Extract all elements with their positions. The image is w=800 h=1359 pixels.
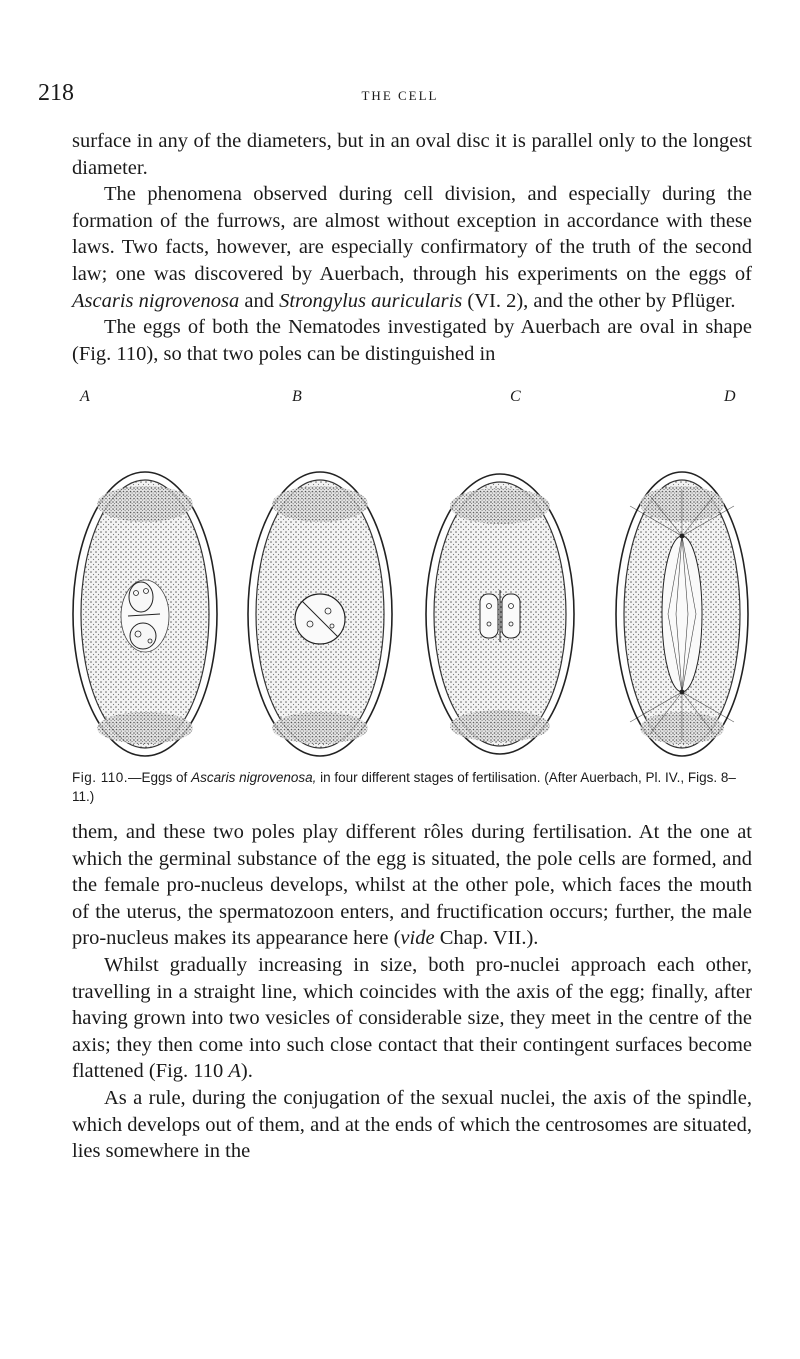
panel-label-d: D xyxy=(724,388,736,405)
figure-caption xyxy=(72,768,752,806)
egg-a xyxy=(73,472,217,756)
text-run: The phenomena observed during cell division, and especially during the formation of the furrows, are almost without exception in accordance with these laws. Two facts, however, are especially confirmatory of the truth of the second law; one was discovered by Auerbach, through his experiments on the eggs of xyxy=(72,183,752,285)
panel-label-b: B xyxy=(292,388,302,405)
figure-110-illustration xyxy=(70,466,750,762)
paragraph xyxy=(72,1085,752,1165)
caption-text: —Eggs of xyxy=(128,770,192,785)
italic-term: vide xyxy=(400,927,435,950)
italic-term: A xyxy=(228,1060,241,1083)
text-run: Whilst gradually increasing in size, both pro-nuclei approach each other, travelling in a straight line, which coincides with the axis of the egg; finally, after having grown into two vesicles of considerable size, they meet in the centre of the axis; they then come into such close contact that their contingent surfaces become flattened (Fig. 110 xyxy=(72,953,752,1083)
figure-number: Fig. 110. xyxy=(72,770,129,785)
text-run: surface in any of the diameters, but in an oval disc it is parallel only to the longest diameter. xyxy=(72,130,752,179)
paragraph xyxy=(72,181,752,314)
figure-panel-labels xyxy=(72,388,752,408)
text-run: and xyxy=(239,289,280,312)
egg-b xyxy=(248,472,392,756)
text-run: (VI. 2), and the other by Pflüger. xyxy=(462,289,736,312)
page-number: 218 xyxy=(38,80,74,106)
text-run: Chap. VII.). xyxy=(434,927,539,950)
body-text-bottom xyxy=(72,819,752,1165)
species-name: Strongylus auricularis xyxy=(279,289,463,312)
text-run: As a rule, during the conjugation of the sexual nuclei, the axis of the spindle, which develops out of them, and at the ends of which the centrosomes are situated, lies somewhere in the xyxy=(72,1086,752,1163)
paragraph xyxy=(72,128,752,181)
text-run: them, and these two poles play different rôles during fertilisation. At the one at which the germinal substance of the egg is situated, the pole cells are formed, and the female pro-nucleus develops, whilst at the other pole, which faces the mouth of the uterus, the spermatozoon enters, and fructification occurs; further, the male pro-nucleus makes its appearance here ( xyxy=(72,821,752,950)
egg-c xyxy=(426,474,574,754)
panel-label-a: A xyxy=(80,388,90,405)
species-name: Ascaris nigrovenosa xyxy=(72,289,240,312)
caption-text: in four different stages of fertilisation. (After Auerbach, Pl. IV., Figs. 8–11.) xyxy=(72,770,736,804)
page-header xyxy=(38,80,762,106)
paragraph xyxy=(72,819,752,952)
text-run: The eggs of both the Nematodes investigated by Auerbach are oval in shape (Fig. 110), so that two poles can be distinguished in xyxy=(72,316,752,365)
caption-species: Ascaris nigrovenosa, xyxy=(191,770,317,785)
paragraph xyxy=(72,314,752,367)
text-run: ). xyxy=(240,1060,253,1083)
paragraph xyxy=(72,952,752,1085)
egg-d xyxy=(616,472,748,756)
body-text-top xyxy=(72,128,752,367)
running-head: THE CELL xyxy=(361,88,439,103)
panel-label-c: C xyxy=(510,388,521,405)
